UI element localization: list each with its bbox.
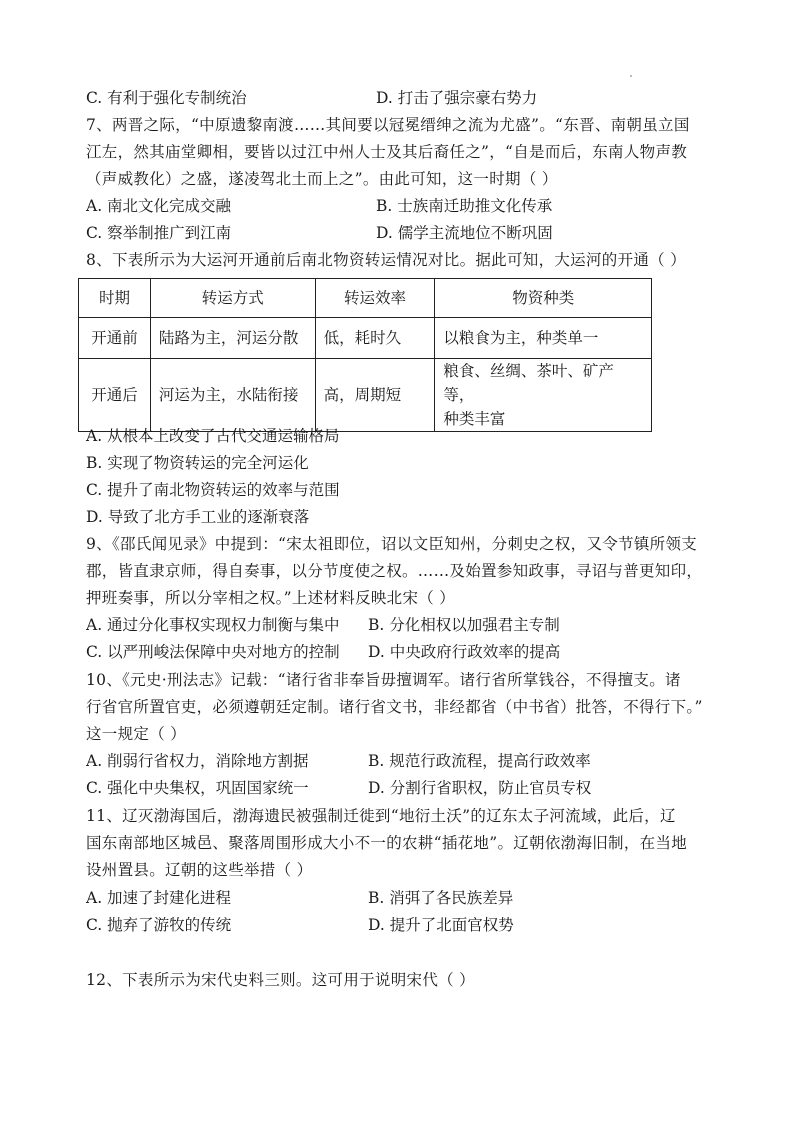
q6-option-c: C. 有利于强化专制统治 bbox=[86, 89, 247, 107]
table-cell bbox=[435, 359, 652, 432]
q9-option-c: C. 以严刑峻法保障中央对地方的控制 bbox=[86, 643, 340, 661]
table-cell: 开通后 bbox=[79, 359, 151, 432]
table-header-cell: 物资种类 bbox=[435, 279, 652, 318]
q7-option-a: A. 南北文化完成交融 bbox=[86, 197, 232, 215]
table-cell: 河运为主，水陆衔接 bbox=[150, 359, 315, 432]
q8-option-a: A. 从根本上改变了古代交通运输格局 bbox=[86, 427, 340, 445]
table-cell-line: 粮食、丝绸、茶叶、矿产等， bbox=[443, 362, 614, 404]
q8-option-d: D. 导致了北方手工业的逐渐衰落 bbox=[86, 508, 310, 526]
q6-option-d: D. 打击了强宗豪右势力 bbox=[376, 89, 538, 107]
q10-option-a: A. 削弱行省权力，消除地方割据 bbox=[86, 752, 309, 770]
q11-stem-line3: 设州置县。辽朝的这些举措（ ） bbox=[86, 861, 313, 879]
q11-option-b: B. 消弭了各民族差异 bbox=[368, 889, 514, 907]
table-row bbox=[79, 359, 652, 432]
q8-option-c: C. 提升了南北物资转运的效率与范围 bbox=[86, 481, 340, 499]
q9-option-d: D. 中央政府行政效率的提高 bbox=[368, 643, 561, 661]
table-header-cell: 转运方式 bbox=[150, 279, 315, 318]
q8-option-b: B. 实现了物资转运的完全河运化 bbox=[86, 454, 309, 472]
table-cell-line: 种类丰富 bbox=[443, 410, 506, 428]
table-row bbox=[79, 318, 652, 359]
q7-option-b: B. 士族南迁助推文化传承 bbox=[376, 197, 553, 215]
q8-stem: 8、下表所示为大运河开通前后南北物资转运情况对比。据此可知，大运河的开通（ ） bbox=[86, 251, 686, 269]
q9-stem-line1: 9、《邵氏闻见录》中提到：“宋太祖即位，诏以文臣知州，分刺史之权，又令节镇所领支 bbox=[86, 535, 698, 553]
q10-option-c: C. 强化中央集权，巩固国家统一 bbox=[86, 779, 309, 797]
table-header-cell: 转运效率 bbox=[315, 279, 435, 318]
q9-option-b: B. 分化相权以加强君主专制 bbox=[368, 616, 560, 634]
q9-option-a: A. 通过分化事权实现权力制衡与集中 bbox=[86, 616, 340, 634]
q9-stem-line2: 郡，皆直隶京师，得自奏事，以分节度使之权。……及始置参知政事，寻诏与普更知印， bbox=[86, 562, 703, 580]
table-cell: 陆路为主，河运分散 bbox=[150, 318, 315, 359]
q10-stem-line1: 10、《元史·刑法志》记载：“诸行省非奉旨毋擅调军。诸行省所掌钱谷，不得擅支。诸 bbox=[86, 671, 681, 689]
q11-stem-line1: 11、辽灭渤海国后，渤海遗民被强制迁徙到“地衍土沃”的辽东太子河流域，此后，辽 bbox=[86, 807, 676, 825]
q10-stem-line3: 这一规定（ ） bbox=[86, 725, 187, 743]
table-cell: 高，周期短 bbox=[315, 359, 435, 432]
q7-stem-line2: 江左，然其庙堂卿相，要皆以过江中州人士及其后裔任之”，“自是而后，东南人物声教 bbox=[86, 143, 688, 161]
table-header-row bbox=[79, 279, 652, 318]
table-cell: 以粮食为主，种类单一 bbox=[435, 318, 652, 359]
q7-stem-line1: 7、两晋之际，“中原遗黎南渡……其间要以冠冕缙绅之流为尤盛”。“东晋、南朝虽立国 bbox=[86, 116, 690, 134]
q7-option-c: C. 察举制推广到江南 bbox=[86, 224, 232, 242]
q10-option-b: B. 规范行政流程，提高行政效率 bbox=[368, 752, 591, 770]
q11-stem-line2: 国东南部地区城邑、聚落周围形成大小不一的农耕“插花地”。辽朝依渤海旧制，在当地 bbox=[86, 834, 688, 852]
q7-option-d: D. 儒学主流地位不断巩固 bbox=[376, 224, 553, 242]
table-cell: 低，耗时久 bbox=[315, 318, 435, 359]
q11-option-c: C. 抛弃了游牧的传统 bbox=[86, 916, 232, 934]
table-cell: 开通前 bbox=[79, 318, 151, 359]
q11-option-d: D. 提升了北面官权势 bbox=[368, 916, 514, 934]
q9-stem-line3: 押班奏事，所以分宰相之权。”上述材料反映北宋（ ） bbox=[86, 589, 456, 607]
q10-option-d: D. 分割行省职权，防止官员专权 bbox=[368, 779, 592, 797]
table-header-cell: 时期 bbox=[79, 279, 151, 318]
q11-option-a: A. 加速了封建化进程 bbox=[86, 889, 232, 907]
q7-stem-line3: （声威教化）之盛，遂凌驾北土而上之”。由此可知，这一时期（ ） bbox=[86, 170, 558, 188]
q10-stem-line2: 行省官所置官吏，必须遵朝廷定制。诸行省文书，非经都省（中书省）批答，不得行下。” bbox=[86, 698, 703, 716]
q12-stem: 12、下表所示为宋代史料三则。这可用于说明宋代（ ） bbox=[86, 971, 475, 989]
scan-speck bbox=[630, 75, 632, 77]
q8-comparison-table bbox=[78, 278, 652, 432]
